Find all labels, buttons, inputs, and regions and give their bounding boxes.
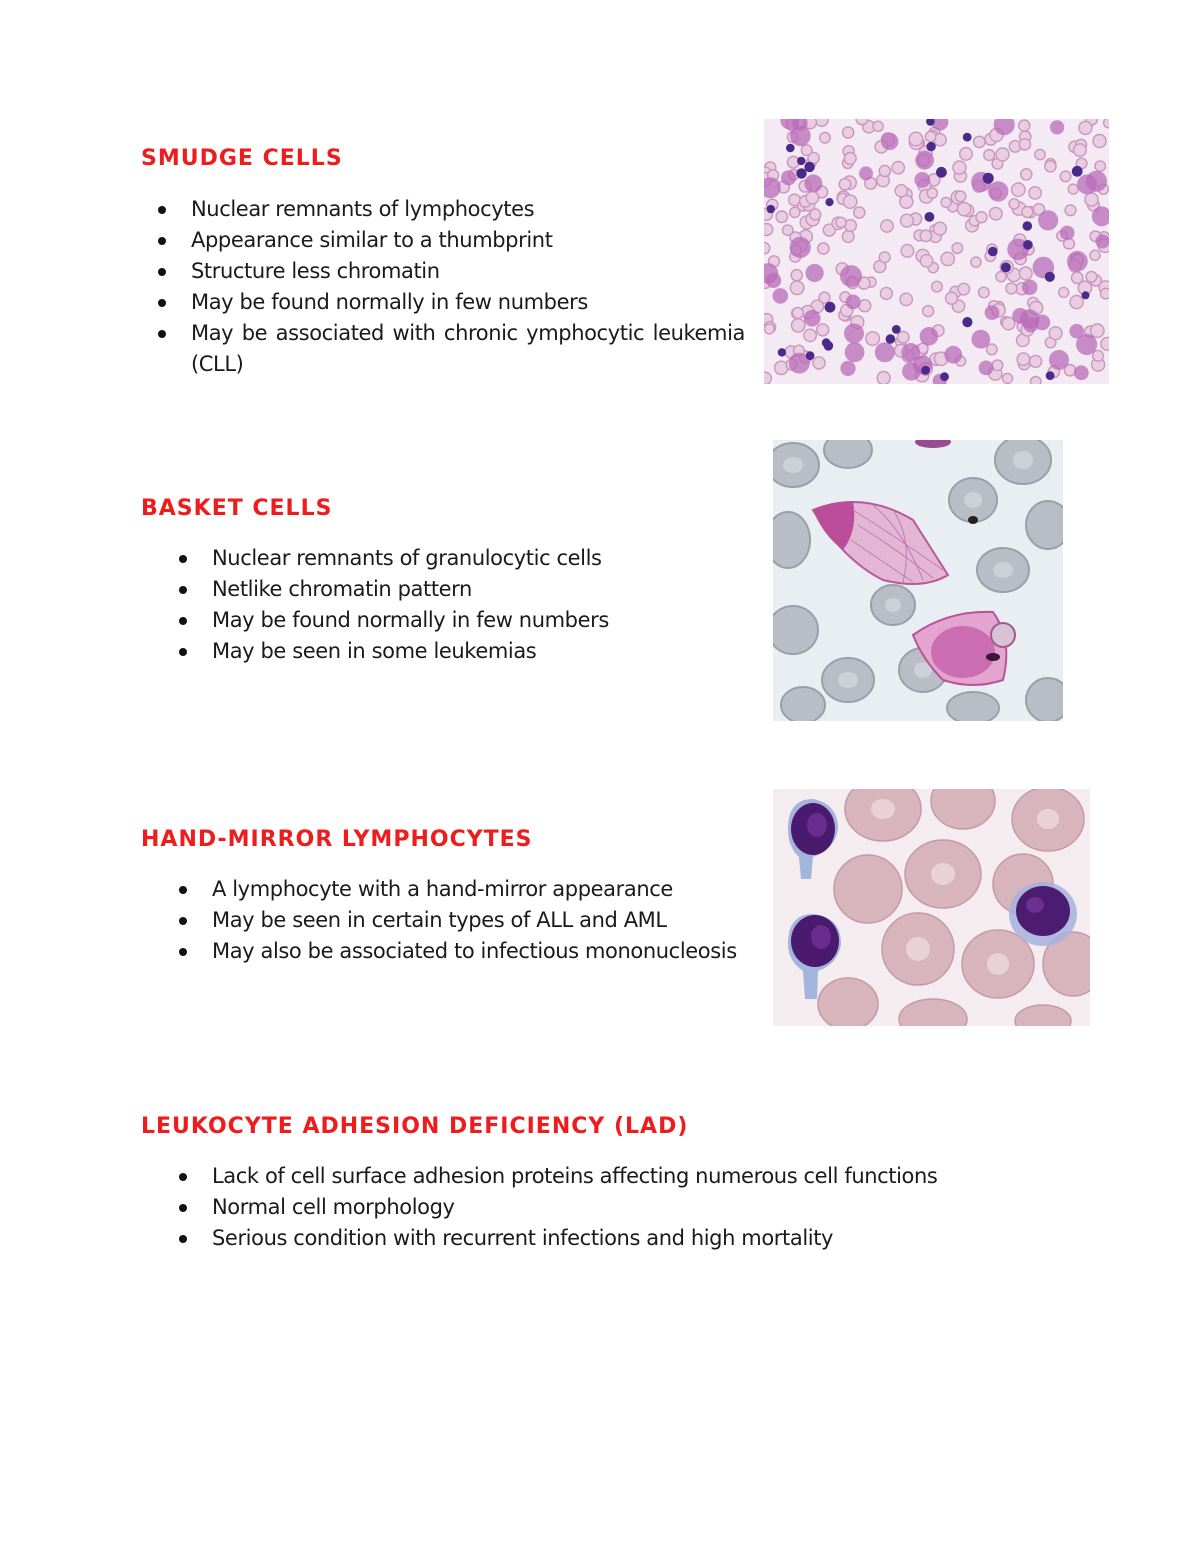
section-title-hand-mirror-lymphocytes: HAND-MIRROR LYMPHOCYTES xyxy=(141,827,533,852)
list-item: Appearance similar to a thumbprint xyxy=(191,225,745,256)
list-item: Serious condition with recurrent infections and high mortality xyxy=(212,1223,1112,1254)
hand-mirror-lymphocytes-micrograph xyxy=(773,789,1090,1026)
smudge-cells-micrograph xyxy=(764,119,1109,384)
section-title-leukocyte-adhesion-deficiency: LEUKOCYTE ADHESION DEFICIENCY (LAD) xyxy=(141,1114,689,1139)
smudge-cells-list xyxy=(191,194,745,380)
section-title-smudge-cells: SMUDGE CELLS xyxy=(141,146,343,171)
list-item: Netlike chromatin pattern xyxy=(212,574,752,605)
hand-mirror-lymphocytes-list xyxy=(212,874,755,967)
list-item: Lack of cell surface adhesion proteins affecting numerous cell functions xyxy=(212,1161,1112,1192)
list-item: Structure less chromatin xyxy=(191,256,745,287)
basket-cells-list xyxy=(212,543,752,667)
section-title-basket-cells: BASKET CELLS xyxy=(141,496,333,521)
list-item: May be associated with chronic ymphocytic leukemia (CLL) xyxy=(191,318,745,380)
list-item: May also be associated to infectious mononucleosis xyxy=(212,936,755,967)
list-item: Nuclear remnants of lymphocytes xyxy=(191,194,745,225)
list-item: May be found normally in few numbers xyxy=(212,605,752,636)
list-item: May be found normally in few numbers xyxy=(191,287,745,318)
list-item: A lymphocyte with a hand-mirror appearance xyxy=(212,874,755,905)
basket-cells-micrograph xyxy=(773,440,1063,721)
list-item: May be seen in certain types of ALL and AML xyxy=(212,905,755,936)
list-item: Nuclear remnants of granulocytic cells xyxy=(212,543,752,574)
leukocyte-adhesion-deficiency-list xyxy=(212,1161,1112,1254)
list-item: May be seen in some leukemias xyxy=(212,636,752,667)
list-item: Normal cell morphology xyxy=(212,1192,1112,1223)
